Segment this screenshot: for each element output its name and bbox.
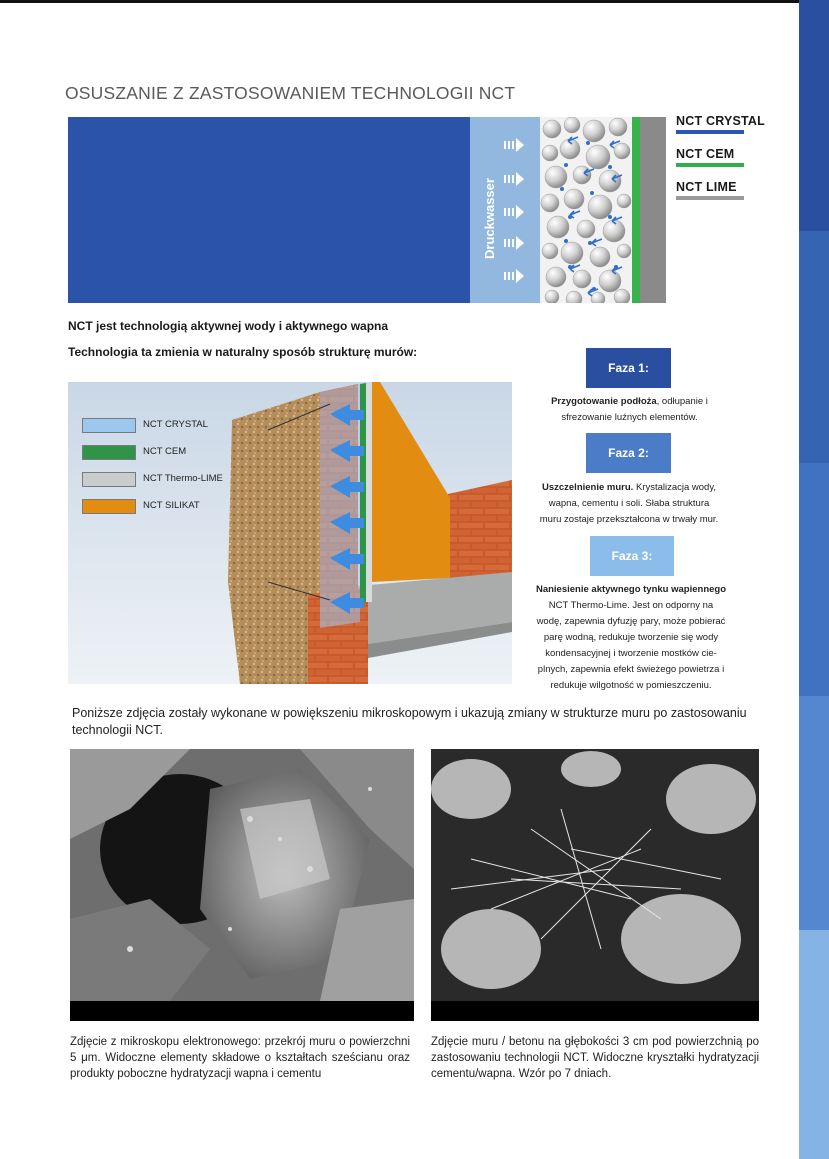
side-tab-4[interactable] (799, 696, 829, 930)
legend-bar-cem (676, 163, 744, 167)
hero-legend-crystal: NCT CRYSTAL (676, 114, 776, 147)
micrograph-2 (431, 749, 759, 1021)
micrograph-1-image (70, 749, 414, 1001)
top-rule (0, 0, 829, 3)
caption-1: Zdjęcie z mikroskopu elektronowego: przekrój muru o powierzchni 5 μm. Widoczne elementy składowe o kształtach sześcianu oraz produkty poboczne hydratyzacji wapna i cementu (70, 1036, 410, 1080)
hero-legend-cem: NCT CEM (676, 147, 776, 180)
micrograph-2-databar (431, 1001, 759, 1021)
swatch-cem (82, 445, 136, 460)
swatch-crystal (82, 418, 136, 433)
side-tabs (799, 0, 829, 1159)
side-tab-2[interactable] (799, 231, 829, 463)
micrograph-1 (70, 749, 414, 1021)
swatch-thermo-lime (82, 472, 136, 487)
phase-3-text: Naniesienie aktywnego tynku wapiennego NCT Thermo-Lime. Jest on odporny na wodę, zapewnia dyfuzję pary, może pobierać parę wodną, redukuje tworzenie się wody kondensacyjnej i tworzenie mostków cie- plnych, zapewnia efekt świeżego powietrza i redukuje wilgotność w pomieszczeniu. (535, 584, 727, 691)
wall-cross-section-diagram (470, 117, 666, 303)
phase-1-label: Faza 1: (586, 348, 671, 388)
legend-bar-crystal (676, 130, 744, 134)
phase-2-label: Faza 2: (586, 433, 671, 473)
intro-paragraph: Poniższe zdjęcia zostały wykonane w powiększeniu mikroskopowym i ukazują zmiany w strukturze muru po zastosowaniu technologii NCT. (72, 706, 747, 737)
phase-1-text: Przygotowanie podłoża, odłupanie i sfrezowanie luźnych elementów. (551, 396, 708, 423)
hero-banner (68, 117, 470, 303)
headline-1: NCT jest technologią aktywnej wody i aktywnego wapna (68, 319, 389, 333)
caption-2: Zdjęcie muru / betonu na głębokości 3 cm pod powierzchnią po zastosowaniu technologii NCT. Widoczne kryształki hydratyzacji cementu/wapna. Wzór po 7 dniach. (431, 1036, 759, 1080)
phase-3-label: Faza 3: (590, 536, 674, 576)
swatch-silikat (82, 499, 136, 514)
side-tab-3[interactable] (799, 463, 829, 696)
side-tab-5[interactable] (799, 930, 829, 1159)
headline-2: Technologia ta zmienia w naturalny sposób strukturę murów: (68, 345, 418, 359)
hero-legend (676, 114, 776, 213)
legend-bar-lime (676, 196, 744, 200)
page-title: OSUSZANIE Z ZASTOSOWANIEM TECHNOLOGII NCT (65, 83, 516, 103)
micrograph-1-databar (70, 1001, 414, 1021)
druckwasser-label: Druckwasser (482, 178, 497, 259)
hero-legend-lime: NCT LIME (676, 180, 776, 213)
phase-2-text: Uszczelnienie muru. Krystalizacja wody, wapna, cementu i soli. Słaba struktura muru zostaje przekształcona w trwały mur. (539, 482, 719, 525)
side-tab-1[interactable] (799, 0, 829, 231)
micrograph-2-image (431, 749, 759, 1001)
